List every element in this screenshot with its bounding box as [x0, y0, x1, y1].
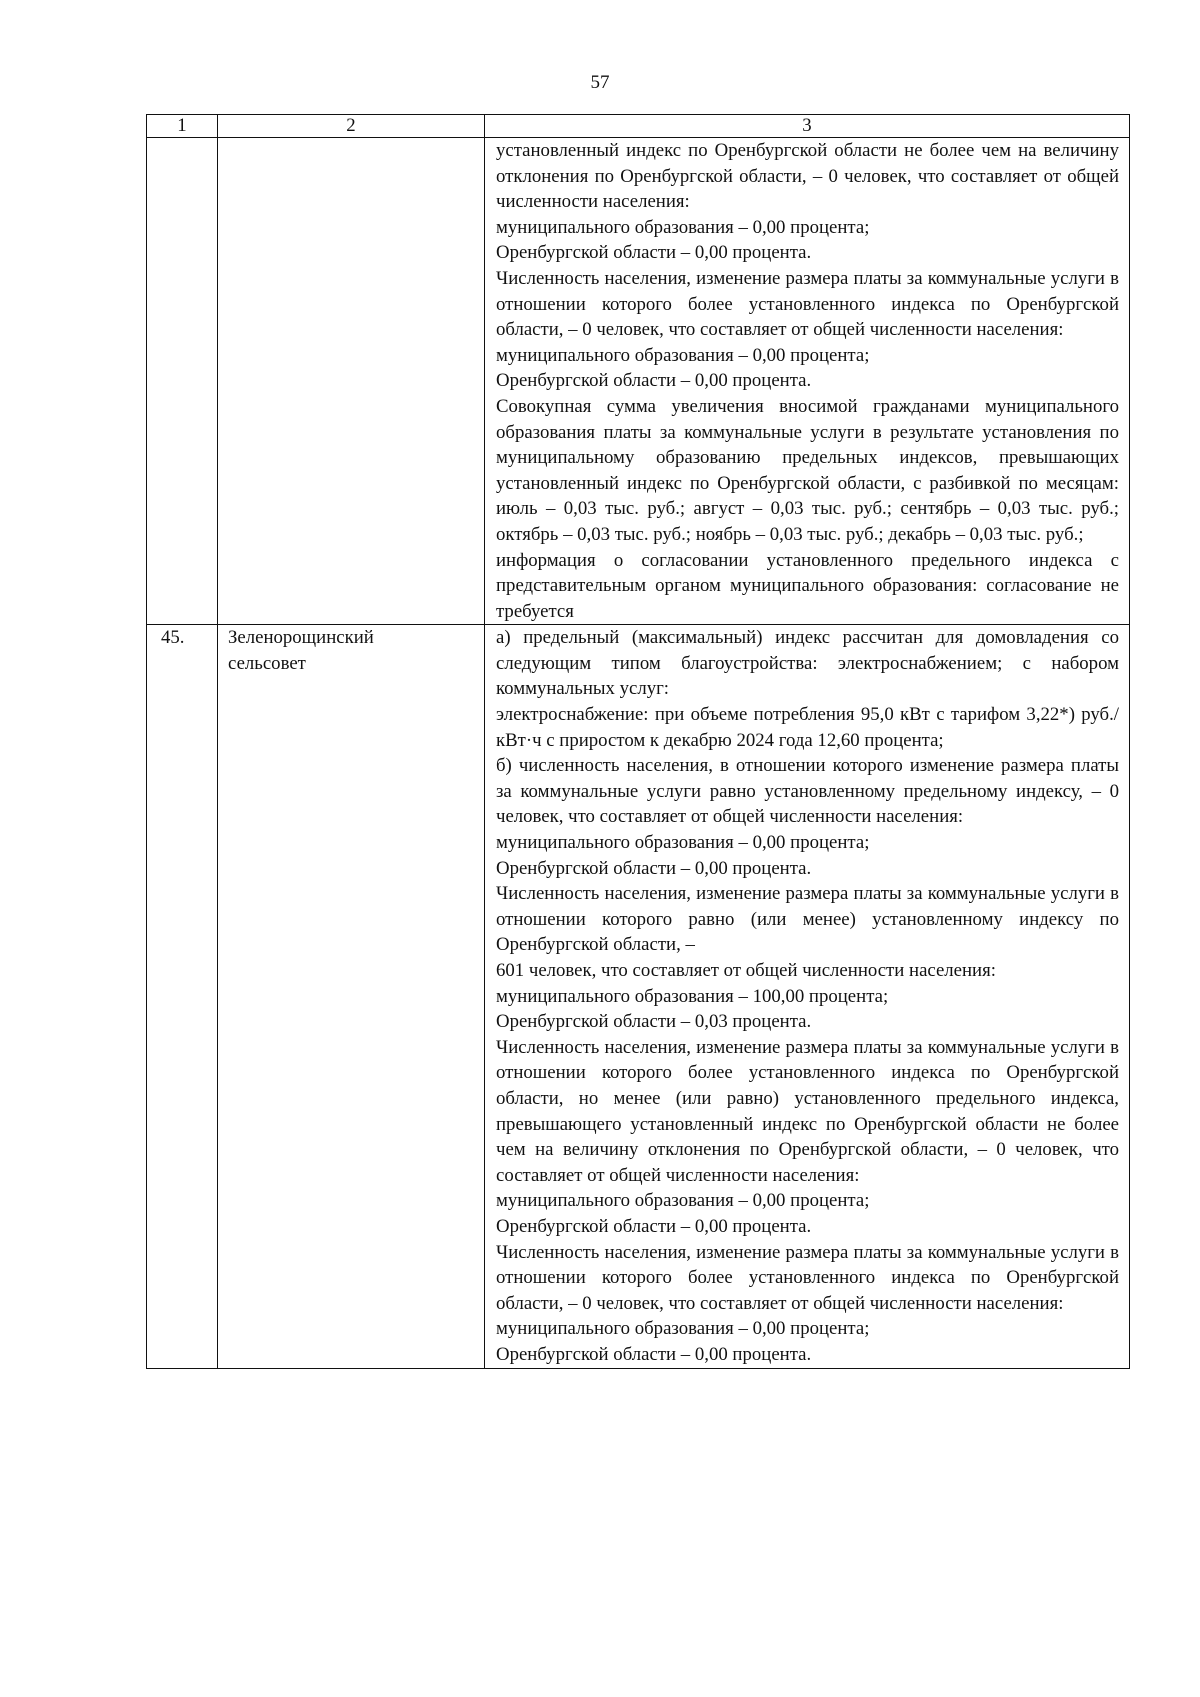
- header-col-1: 1: [147, 115, 218, 138]
- municipality-name-line: сельсовет: [228, 652, 306, 674]
- text-paragraph: Численность населения, изменение размера платы за коммунальные услуги в отношении которого более установленного индекса по Оренбургской области, – 0 человек, что составляет от общей численности населения:: [496, 267, 1119, 341]
- text-paragraph: а) предельный (максимальный) индекс рассчитан для домовладения со следующим типом благоустройства: электроснабжением; с набором коммунальных услуг:: [496, 627, 1119, 700]
- row-name-cell: [218, 138, 485, 625]
- row-number-cell: 45.: [147, 625, 218, 1368]
- text-paragraph: Численность населения, изменение размера платы за коммунальные услуги в отношении которого более установленного индекса по Оренбургской области, но менее (или равно) установленного предельного индекса, превышающего установленный индекс по Оренбургской области не более чем на величину отклонения по Оренбургской области, – 0 человек, что составляет от общей численности населения:: [496, 1036, 1119, 1186]
- text-paragraph: муниципального образования – 0,00 процента;: [496, 216, 870, 238]
- text-paragraph: муниципального образования – 0,00 процента;: [496, 1318, 870, 1340]
- text-paragraph: Оренбургской области – 0,03 процента.: [496, 1011, 812, 1033]
- page-number: 57: [590, 72, 610, 93]
- data-table: [146, 114, 1130, 1369]
- text-paragraph: муниципального образования – 100,00 процента;: [496, 985, 889, 1007]
- text-paragraph: Численность населения, изменение размера платы за коммунальные услуги в отношении которого более установленного индекса по Оренбургской области, – 0 человек, что составляет от общей численности населения:: [496, 1241, 1119, 1314]
- row-name-cell: [218, 625, 485, 1368]
- text-paragraph: Оренбургской области – 0,00 процента.: [496, 242, 812, 264]
- municipality-name-line: Зеленорощинский: [228, 627, 374, 649]
- text-paragraph: установленный индекс по Оренбургской области не более чем на величину отклонения по Оренбургской области, – 0 человек, что составляет от общей численности населения:: [496, 140, 1119, 213]
- row-number-cell: [147, 138, 218, 625]
- table-row-continuation: [147, 138, 1130, 625]
- header-col-2: 2: [218, 115, 485, 138]
- text-paragraph: информация о согласовании установленного предельного индекса с представительным органом муниципального образования: согласование не требуется: [496, 549, 1119, 622]
- table-header-row: [147, 115, 1130, 138]
- text-paragraph: Оренбургской области – 0,00 процента.: [496, 1343, 812, 1365]
- text-paragraph: электроснабжение: при объеме потребления 95,0 кВт с тарифом 3,22*) руб./кВт·ч с приростом к декабрю 2024 года 12,60 процента;: [496, 704, 1119, 751]
- text-paragraph: муниципального образования – 0,00 процента;: [496, 1190, 870, 1212]
- text-paragraph: муниципального образования – 0,00 процента;: [496, 344, 870, 366]
- text-paragraph: Оренбургской области – 0,00 процента.: [496, 1215, 812, 1237]
- text-paragraph: муниципального образования – 0,00 процента;: [496, 832, 870, 854]
- text-paragraph: Оренбургской области – 0,00 процента.: [496, 857, 812, 879]
- text-paragraph: Численность населения, изменение размера платы за коммунальные услуги в отношении которого равно (или менее) установленному индексу по Оренбургской области, –: [496, 883, 1119, 956]
- text-paragraph: б) численность населения, в отношении которого изменение размера платы за коммунальные услуги равно установленному предельному индексу, – 0 человек, что составляет от общей численности населения:: [496, 755, 1119, 828]
- text-paragraph: Совокупная сумма увеличения вносимой гражданами муниципального образования платы за коммунальные услуги в результате установления по муниципальному образованию предельных индексов, превышающих установленный индекс по Оренбургской области, с разбивкой по месяцам: июль – 0,03 тыс. руб.; август – 0,03 тыс. руб.; сентябрь – 0,03 тыс. руб.; октябрь – 0,03 тыс. руб.; ноябрь – 0,03 тыс. руб.; декабрь – 0,03 тыс. руб.;: [496, 395, 1119, 545]
- text-paragraph: Оренбургской области – 0,00 процента.: [496, 370, 812, 392]
- table-row-45: [147, 625, 1130, 1368]
- header-col-3: 3: [485, 115, 1130, 138]
- text-paragraph: 601 человек, что составляет от общей численности населения:: [496, 960, 996, 981]
- row-text-cell: [485, 625, 1130, 1368]
- row-text-cell: [485, 138, 1130, 625]
